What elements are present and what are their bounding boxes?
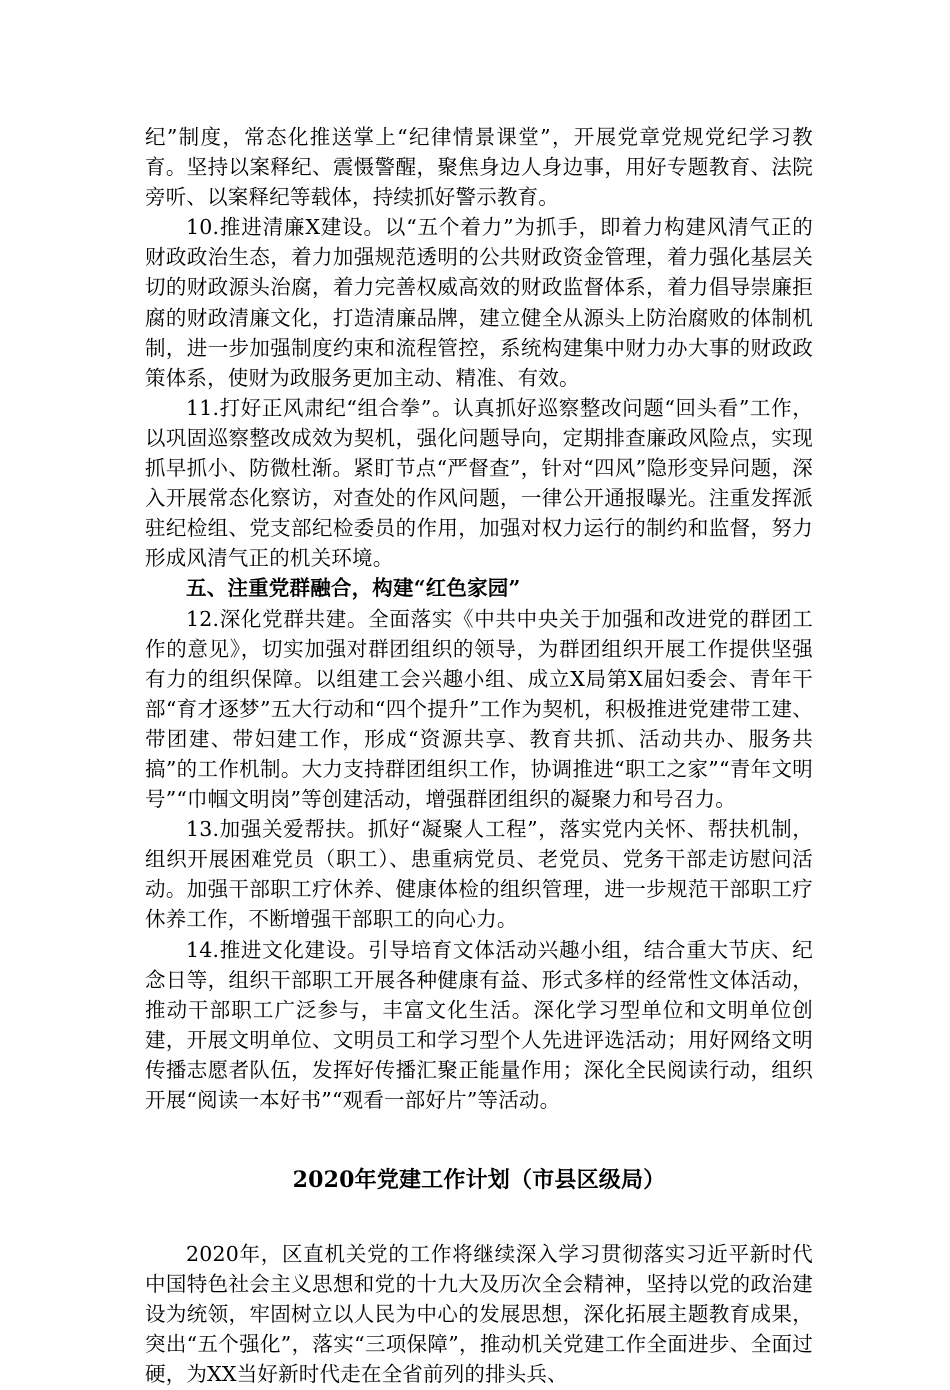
spacer (145, 1115, 813, 1165)
paragraph-intro: 2020年，区直机关党的工作将继续深入学习贯彻落实习近平新时代中国特色社会主义思想和党的十九大及历次全会精神，坚持以党的政治建设为统领，牢固树立以人民为中心的发展思想，深化拓展主题教育成果，突出“五个强化”，落实“三项保障”，推动机关党建工作全面进步、全面过硬，为XX当好新时代走在全省前列的排头兵、 (145, 1242, 813, 1387)
paragraph-item-14: 14.推进文化建设。引导培育文体活动兴趣小组，结合重大节庆、纪念日等，组织干部职工开展各种健康有益、形式多样的经常性文体活动，推动干部职工广泛参与，丰富文化生活。深化学习型单位和文明单位创建，开展文明单位、文明员工和学习型个人先进评选活动；用好网络文明传播志愿者队伍，发挥好传播汇聚正能量作用；深化全民阅读行动，组织开展“阅读一本好书”“观看一部好片”等活动。 (145, 937, 813, 1112)
document-page (145, 122, 813, 1390)
document-title: 2020年党建工作计划（市县区级局） (292, 1167, 666, 1194)
paragraph-item-12: 12.深化党群共建。全面落实《中共中央关于加强和改进党的群团工作的意见》，切实加强对群团组织的领导，为群团组织开展工作提供坚强有力的组织保障。以组建工会兴趣小组、成立X局第X届妇委会、青年干部“育才逐梦”五大行动和“四个提升”工作为契机，积极推进党建带工建、带团建、带妇建工作，形成“资源共享、教育共抓、活动共办、服务共搞”的工作机制。大力支持群团组织工作，协调推进“职工之家”“青年文明号”“巾帼文明岗”等创建活动，增强群团组织的凝聚力和号召力。 (145, 606, 813, 812)
paragraph-item-13: 13.加强关爱帮扶。抓好“凝聚人工程”，落实党内关怀、帮扶机制，组织开展困难党员（职工）、患重病党员、老党员、党务干部走访慰问活动。加强干部职工疗休养、健康体检的组织管理，进一步规范干部职工疗休养工作，不断增强干部职工的向心力。 (145, 817, 813, 932)
paragraph-continuation: 纪”制度，常态化推送掌上“纪律情景课堂”，开展党章党规党纪学习教育。坚持以案释纪、震慑警醒，聚焦身边人身边事，用好专题教育、法院旁听、以案释纪等载体，持续抓好警示教育。 (145, 125, 813, 210)
paragraph-item-11: 11.打好正风肃纪“组合拳”。认真抓好巡察整改问题“回头看”工作，以巩固巡察整改成效为契机，强化问题导向，定期排查廉政风险点，实现抓早抓小、防微杜渐。紧盯节点“严督查”，针对“四风”隐形变异问题，深入开展常态化察访，对查处的作风问题，一律公开通报曝光。注重发挥派驻纪检组、党支部纪检委员的作用，加强对权力运行的制约和监督，努力形成风清气正的机关环境。 (145, 395, 813, 571)
paragraph-item-10: 10.推进清廉X建设。以“五个着力”为抓手，即着力构建风清气正的财政政治生态，着力加强规范透明的公共财政资金管理，着力强化基层关切的财政源头治腐，着力完善权威高效的财政监督体系，着力倡导崇廉拒腐的财政清廉文化，打造清廉品牌，建立健全从源头上防治腐败的体制机制，进一步加强制度约束和流程管控，系统构建集中财力办大事的财政政策体系，使财为政服务更加主动、精准、有效。 (145, 215, 813, 390)
spacer (145, 1195, 813, 1239)
section-heading: 五、注重党群融合，构建“红色家园” (186, 576, 521, 601)
